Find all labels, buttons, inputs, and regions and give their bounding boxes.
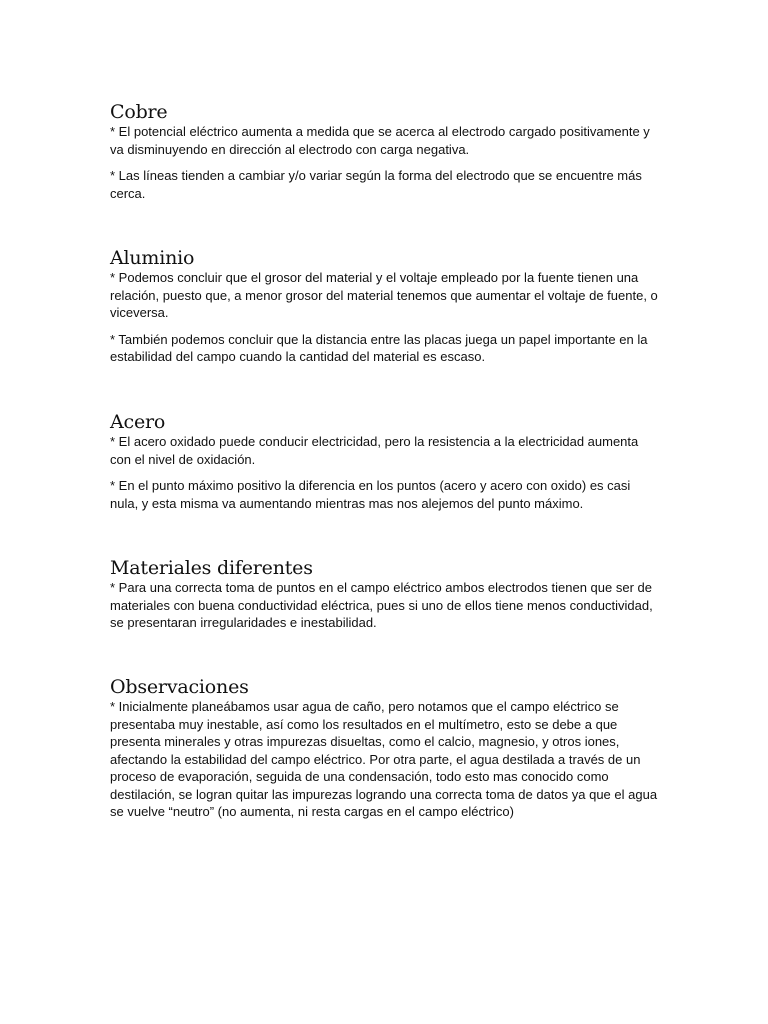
section-aluminio: [110, 247, 662, 366]
section-materiales-diferentes: [110, 557, 662, 632]
paragraph: * Para una correcta toma de puntos en el campo eléctrico ambos electrodos tienen que ser de materiales con buena conductividad eléctrica, pues si uno de ellos tiene menos conductividad, se presentaran irregularidades e inestabilidad.: [110, 580, 653, 630]
section-observaciones: [110, 676, 662, 821]
section-title: Cobre: [110, 101, 168, 123]
paragraph: * También podemos concluir que la distancia entre las placas juega un papel importante en la estabilidad del campo cuando la cantidad del material es escaso.: [110, 331, 648, 364]
section-title: Materiales diferentes: [110, 557, 313, 579]
section-title: Observaciones: [110, 676, 249, 698]
section-title: Aluminio: [110, 247, 195, 269]
section-cobre: [110, 101, 662, 202]
paragraph: * El acero oxidado puede conducir electricidad, pero la resistencia a la electricidad aumenta con el nivel de oxidación.: [110, 434, 639, 467]
paragraph: * Inicialmente planeábamos usar agua de caño, pero notamos que el campo eléctrico se presentaba muy inestable, así como los resultados en el multímetro, esto se debe a que presenta minerales y otras impurezas disueltas, como el calcio, magnesio, y otros iones, afectando la estabilidad del campo eléctrico. Por otra parte, el agua destilada a través de un proceso de evaporación, seguida de una condensación, todo esto mas conocido como destilación, se logran quitar las impurezas logrando una correcta toma de datos ya que el agua se vuelve “neutro” (no aumenta, ni resta cargas en el campo eléctrico): [110, 699, 658, 819]
paragraph: * En el punto máximo positivo la diferencia en los puntos (acero y acero con oxido) es casi nula, y esta misma va aumentando mientras mas nos alejemos del punto máximo.: [110, 478, 631, 511]
section-acero: [110, 411, 662, 512]
section-title: Acero: [110, 411, 166, 433]
paragraph: * El potencial eléctrico aumenta a medida que se acerca al electrodo cargado positivamente y va disminuyendo en dirección al electrodo con carga negativa.: [110, 124, 650, 157]
paragraph: * Podemos concluir que el grosor del material y el voltaje empleado por la fuente tienen una relación, puesto que, a menor grosor del material tenemos que aumentar el voltaje de fuente, o viceversa.: [110, 270, 658, 320]
paragraph: * Las líneas tienden a cambiar y/o variar según la forma del electrodo que se encuentre más cerca.: [110, 168, 642, 201]
